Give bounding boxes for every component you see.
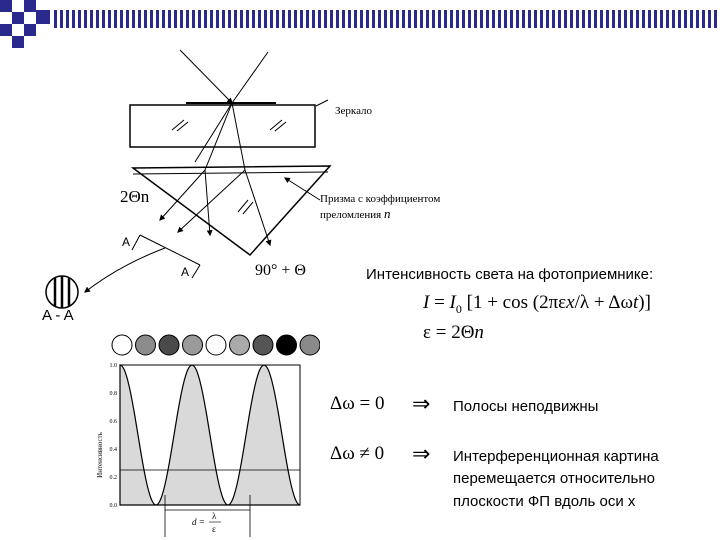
arrow-to-section bbox=[85, 248, 165, 292]
fringe-dot-4 bbox=[183, 335, 203, 355]
header-square-1 bbox=[0, 0, 12, 12]
condition-1-text: Полосы неподвижны bbox=[453, 398, 599, 415]
fringe-dot-3 bbox=[159, 335, 179, 355]
condition-2-line3 bbox=[453, 493, 635, 510]
period-label-num: λ bbox=[212, 511, 217, 521]
prism-top-edge bbox=[133, 172, 328, 174]
ray-prism-1 bbox=[160, 170, 205, 220]
intensity-curve bbox=[120, 365, 300, 505]
prism-label-n: n bbox=[383, 206, 391, 221]
plot-ytick-label: 0.0 bbox=[109, 503, 117, 509]
mirror-hatch-3 bbox=[270, 120, 282, 130]
mirror-label: Зеркало bbox=[335, 105, 373, 117]
plot-ytick-label: 0.6 bbox=[109, 419, 117, 425]
fringe-dot-9 bbox=[300, 335, 320, 355]
period-label-den: ε bbox=[212, 524, 216, 534]
fringe-dot-2 bbox=[136, 335, 156, 355]
formula-intensity: $I = I_0$ [1 + cos (2πεx/λ + Δωt)] bbox=[423, 292, 651, 316]
ray-inner-3 bbox=[195, 103, 232, 162]
ray-inner-2 bbox=[232, 103, 245, 170]
condition-2-line1: Интерференционная картина bbox=[453, 448, 659, 465]
condition-1-arrow: ⇒ bbox=[412, 391, 431, 416]
header-square-3 bbox=[12, 12, 24, 24]
mirror-hatch-4 bbox=[275, 122, 286, 131]
header-square-5 bbox=[0, 24, 12, 36]
condition-2-line2: перемещается относительно bbox=[453, 470, 655, 487]
ray-incident-right bbox=[232, 52, 268, 103]
header-stripe-band bbox=[54, 10, 720, 28]
section-caption: A - A bbox=[42, 307, 74, 324]
ray-prism-2 bbox=[178, 170, 245, 232]
intensity-plot bbox=[90, 355, 310, 540]
period-label-lhs: d = bbox=[192, 517, 205, 527]
plot-ytick-label: 1.0 bbox=[109, 363, 117, 369]
fringe-dot-1 bbox=[112, 335, 132, 355]
fringe-dot-7 bbox=[253, 335, 273, 355]
condition-2-arrow: ⇒ bbox=[412, 441, 431, 466]
plot-ytick-label: 0.4 bbox=[109, 447, 117, 453]
fringe-dot-8 bbox=[277, 335, 297, 355]
section-tick-1 bbox=[132, 235, 140, 250]
intensity-title: Интенсивность света на фотоприемнике: bbox=[366, 266, 654, 283]
section-label-a1: A bbox=[122, 235, 131, 249]
ray-incident-left bbox=[180, 50, 232, 103]
prism-label-line2 bbox=[320, 206, 390, 222]
section-label-a2: A bbox=[181, 265, 190, 279]
header-square-4 bbox=[36, 10, 50, 24]
prism-label-line1: Призма с коэффициентом bbox=[320, 193, 441, 205]
ray-inner-1 bbox=[205, 103, 232, 170]
optical-diagram bbox=[0, 40, 500, 330]
plot-ylabel: Интенсивность bbox=[96, 432, 104, 478]
header-square-2 bbox=[24, 0, 36, 12]
condition-1-formula: Δω = 0 bbox=[330, 393, 385, 414]
plot-ytick-label: 0.2 bbox=[109, 475, 117, 481]
mirror-hatch-1 bbox=[172, 120, 184, 130]
section-line-aa bbox=[140, 235, 200, 265]
formula-epsilon: ε = 2Θn bbox=[423, 322, 484, 343]
fringe-dot-6 bbox=[230, 335, 250, 355]
prism-triangle bbox=[133, 166, 330, 255]
plot-ytick-label: 0.8 bbox=[109, 391, 117, 397]
header-square-6 bbox=[24, 24, 36, 36]
mirror-leader bbox=[316, 100, 328, 106]
prism-label-line2-text: преломления bbox=[320, 209, 382, 221]
angle-top-label: 2Θn bbox=[120, 187, 150, 206]
condition-2-formula: Δω ≠ 0 bbox=[330, 443, 385, 464]
condition-2-line3-text: плоскости ФП вдоль оси x bbox=[453, 493, 636, 510]
fringe-dot-5 bbox=[206, 335, 226, 355]
mirror-hatch-2 bbox=[177, 122, 188, 131]
section-tick-2 bbox=[192, 265, 200, 278]
angle-bottom-label: 90° + Θ bbox=[255, 262, 306, 279]
